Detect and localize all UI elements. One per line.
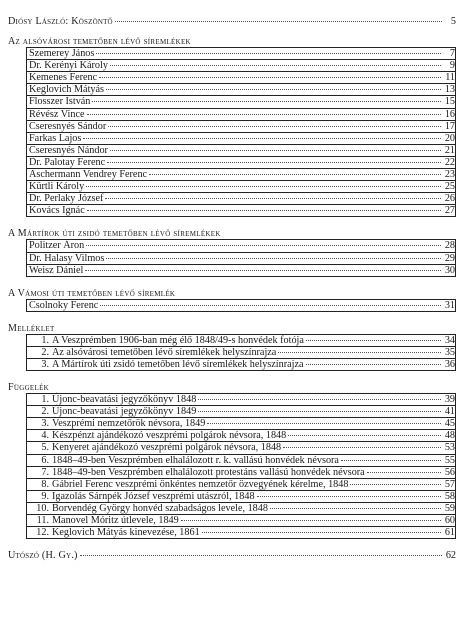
toc-entry-title: Révész Vince [29, 108, 85, 120]
dot-leader [86, 245, 441, 246]
toc-entry-number: 3. [41, 358, 49, 370]
toc-entry-number: 5. [41, 442, 49, 454]
toc-entry-title: Utószó (H. Gy.) [8, 550, 78, 562]
toc-entry-page: 29 [444, 252, 455, 264]
toc-entry-title: Dr. Palotay Ferenc [29, 156, 106, 168]
section-entries-box [26, 47, 456, 217]
toc-entry-title: Dr. Perlaky József [29, 193, 104, 205]
toc-entry-title: Kenyeret ajándékozó veszprémi polgárok névsora, 1848 [52, 442, 282, 454]
toc-entry[interactable] [27, 526, 455, 538]
dot-leader [96, 53, 441, 54]
toc-entry-title: Kovács Ignác [29, 205, 85, 217]
toc-entry-title: Igazolás Sárnpék József veszprémi utászról, 1848 [52, 490, 255, 502]
dot-leader [207, 423, 441, 424]
toc-entry-page: 57 [444, 478, 455, 490]
toc-entry-page: 22 [444, 156, 455, 168]
toc-entry-page: 30 [444, 264, 455, 276]
dot-leader [99, 77, 441, 78]
toc-entry-page: 31 [444, 299, 455, 311]
dot-leader [110, 150, 441, 151]
toc-entry-page: 60 [444, 515, 455, 526]
toc-entry[interactable] [27, 490, 455, 502]
toc-entry-title: Weisz Dániel [29, 264, 84, 276]
section-entries-box [26, 334, 456, 371]
dot-leader [87, 210, 441, 211]
toc-entry-number: 11. [36, 515, 49, 526]
dot-leader [350, 484, 441, 485]
toc-entry-title: 1848–49-ben Veszprémben elhalálozott protestáns vallású honvédek névsora [52, 466, 365, 478]
toc-entry-page: 17 [444, 120, 455, 132]
dot-leader [198, 411, 441, 412]
dot-leader [105, 198, 441, 199]
dot-leader [306, 340, 441, 341]
toc-entry-number: 3. [41, 418, 49, 430]
dot-leader [87, 114, 442, 115]
toc-entry[interactable] [27, 240, 455, 251]
toc-entry[interactable] [27, 132, 455, 144]
toc-entry[interactable] [27, 108, 455, 120]
toc-entry-page: 7 [449, 48, 455, 60]
toc-entry[interactable] [27, 441, 455, 453]
toc-entry-page: 61 [444, 527, 455, 539]
toc-entry-page: 48 [444, 430, 455, 442]
section-heading: Az alsóvárosi temetőben lévő síremlékek [8, 36, 191, 48]
dot-leader [270, 508, 441, 509]
toc-entry-number: 1. [41, 394, 49, 406]
toc-entry-page: 21 [444, 144, 455, 156]
toc-entry-title: Keglovich Mátyás kinevezése, 1861 [52, 527, 200, 539]
toc-entry-page: 53 [444, 442, 455, 454]
dot-leader [257, 496, 441, 497]
section-martirok [8, 228, 456, 276]
toc-entry-title: Flosszer István [29, 96, 91, 108]
dot-leader [283, 447, 441, 448]
dot-leader [83, 138, 441, 139]
toc-entry-title: Az alsóvárosi temetőben lévő síremlékek helyszínrajza [52, 346, 277, 358]
dot-leader [181, 520, 441, 521]
toc-entry[interactable] [27, 394, 455, 405]
toc-entry-page: 26 [444, 193, 455, 205]
toc-entry-title: A Mártírok úti zsidó temetőben lévő síremlékek helyszínrajza [52, 358, 304, 370]
dot-leader [115, 21, 442, 22]
toc-entry-page: 34 [444, 334, 455, 346]
toc-entry-number: 2. [41, 346, 49, 358]
toc-entry[interactable] [27, 180, 455, 192]
section-entries-box [26, 299, 456, 312]
section-melleklet [8, 323, 456, 371]
toc-entry-title: Aschermann Vendrey Ferenc [29, 169, 148, 181]
toc-entry-title: Manovel Móritz útlevele, 1849 [52, 515, 179, 526]
toc-entry-number: 1. [41, 334, 49, 346]
toc-entry[interactable] [27, 252, 455, 264]
toc-entry-title: Gábriel Ferenc veszprémi önkéntes nemzetőr özvegyének kérelme, 1848 [52, 478, 349, 490]
toc-entry[interactable] [27, 335, 455, 346]
toc-entry-title: A Veszprémben 1906-ban még élő 1848/49-s honvédek fotója [52, 334, 304, 346]
toc-entry[interactable] [27, 48, 455, 59]
section-heading: A Vámosi úti temetőben lévő síremlék [8, 287, 176, 299]
toc-entry-number: 10. [36, 502, 49, 514]
toc-entry-page: 13 [444, 84, 455, 96]
dot-leader [106, 89, 441, 90]
table-of-contents [8, 6, 456, 561]
dot-leader [149, 174, 441, 175]
toc-entry-title: Szemerey János [29, 48, 95, 60]
dot-leader [85, 270, 441, 271]
toc-entry-outro[interactable] [8, 550, 456, 561]
toc-entry-title: Borvendég György honvéd szabadságos levele, 1848 [52, 502, 268, 514]
toc-entry[interactable] [27, 514, 455, 526]
toc-entry-page: 27 [444, 205, 455, 217]
toc-entry-title: Újonc-beavatási jegyzőkönyv 1849 [52, 406, 197, 418]
toc-entry-page: 59 [444, 502, 455, 514]
toc-entry-page: 55 [444, 454, 455, 466]
toc-entry[interactable] [27, 264, 455, 276]
toc-entry-page: 39 [444, 394, 455, 406]
toc-entry-title: 1848–49-ben Veszprémben elhalálozott r. k. vallású honvédek névsora [52, 454, 339, 466]
toc-entry-title: Diósy László: Köszöntő [8, 16, 113, 27]
toc-entry-title: Kürtli Károly [29, 181, 85, 193]
toc-entry-title: Csolnoky Ferenc [29, 299, 99, 311]
toc-entry-page: 58 [444, 490, 455, 502]
toc-entry-page: 23 [444, 169, 455, 181]
toc-entry[interactable] [27, 168, 455, 180]
dot-leader [92, 101, 441, 102]
toc-entry-page: 41 [444, 406, 455, 418]
toc-entry[interactable] [27, 466, 455, 478]
toc-entry-page: 20 [444, 132, 455, 144]
toc-entry-page: 45 [444, 418, 455, 430]
toc-entry-page: 16 [444, 108, 455, 120]
toc-entry[interactable] [27, 429, 455, 441]
toc-entry[interactable] [27, 95, 455, 107]
section-alsovarosi [8, 36, 456, 217]
toc-entry[interactable] [27, 300, 455, 311]
toc-entry-title: Farkas Lajos [29, 132, 82, 144]
toc-entry[interactable] [27, 454, 455, 466]
toc-entry-title: Kemenes Ferenc [29, 72, 98, 84]
section-entries-box [26, 239, 456, 276]
toc-entry[interactable] [27, 144, 455, 156]
section-vamosi [8, 288, 456, 312]
toc-entry-page: 28 [444, 240, 455, 252]
toc-entry-number: 9. [41, 490, 49, 502]
toc-entry-page: 35 [444, 346, 455, 358]
dot-leader [278, 352, 441, 353]
toc-entry[interactable] [27, 156, 455, 168]
toc-entry-number: 4. [41, 430, 49, 442]
dot-leader [110, 65, 441, 66]
toc-entry-page: 5 [450, 16, 456, 27]
toc-entry-title: Keglovich Mátyás [29, 84, 104, 96]
toc-entry-title: Cseresnyés Sándor [29, 120, 107, 132]
dot-leader [106, 258, 441, 259]
toc-entry[interactable] [27, 71, 455, 83]
dot-leader [198, 399, 441, 400]
toc-entry-page: 11 [445, 72, 455, 84]
toc-entry-page: 36 [444, 358, 455, 370]
toc-entry[interactable] [27, 502, 455, 514]
toc-entry[interactable] [27, 478, 455, 490]
toc-entry-title: Készpénzt ajándékozó veszprémi polgárok névsora, 1848 [52, 430, 287, 442]
toc-entry-number: 8. [41, 478, 49, 490]
section-entries-box [26, 393, 456, 539]
toc-entry[interactable] [27, 59, 455, 71]
toc-entry-title: Dr. Kerényi Károly [29, 60, 108, 72]
dot-leader [367, 472, 441, 473]
toc-entry-page: 9 [449, 60, 455, 72]
toc-entry[interactable] [27, 204, 455, 216]
toc-entry[interactable] [27, 358, 455, 370]
toc-entry[interactable] [27, 120, 455, 132]
toc-entry[interactable] [27, 192, 455, 204]
toc-entry-title: Politzer Áron [29, 240, 85, 252]
toc-entry-intro[interactable] [8, 16, 456, 27]
dot-leader [202, 532, 441, 533]
section-heading: Függelék [8, 382, 50, 394]
dot-leader [86, 186, 441, 187]
dot-leader [341, 460, 441, 461]
dot-leader [288, 435, 441, 436]
toc-entry-title: Veszprémi nemzetőrök névsora, 1849 [52, 418, 206, 430]
toc-entry-number: 2. [41, 406, 49, 418]
toc-entry-title: Újonc-beavatási jegyzőkönyv 1848 [52, 394, 197, 406]
toc-entry[interactable] [27, 346, 455, 358]
section-heading: Melléklet [8, 322, 55, 334]
toc-entry[interactable] [27, 83, 455, 95]
dot-leader [306, 364, 442, 365]
section-fuggelek [8, 382, 456, 539]
toc-entry-title: Cseresnyés Nándor [29, 144, 108, 156]
toc-entry[interactable] [27, 405, 455, 417]
toc-entry[interactable] [27, 417, 455, 429]
dot-leader [108, 126, 441, 127]
toc-entry-number: 7. [41, 466, 49, 478]
toc-entry-page: 25 [444, 181, 455, 193]
toc-entry-number: 6. [41, 454, 49, 466]
section-heading: A Mártírok úti zsidó temetőben lévő síremlékek [8, 228, 221, 240]
toc-entry-number: 12. [36, 527, 49, 539]
toc-entry-page: 15 [444, 96, 455, 108]
dot-leader [107, 162, 441, 163]
toc-entry-page: 56 [444, 466, 455, 478]
dot-leader [100, 305, 441, 306]
toc-entry-title: Dr. Halasy Vilmos [29, 252, 105, 264]
toc-entry-page: 62 [445, 550, 456, 562]
dot-leader [80, 555, 442, 556]
